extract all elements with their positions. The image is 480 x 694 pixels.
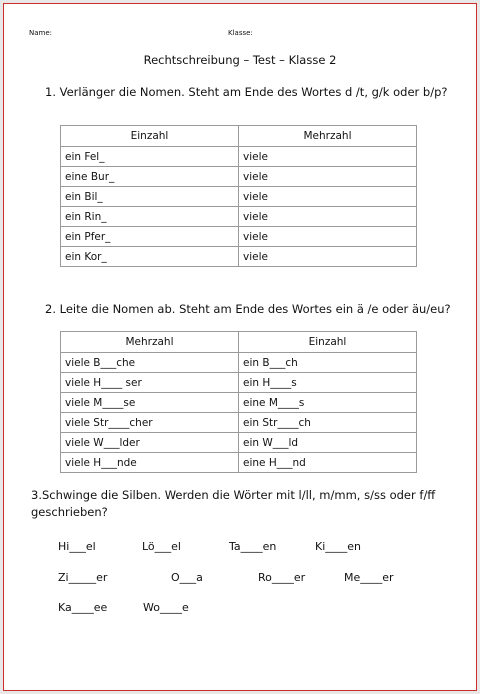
table-header: Einzahl bbox=[239, 332, 417, 353]
table-cell: ein B___ch bbox=[239, 353, 417, 373]
table-row bbox=[61, 453, 417, 473]
task2-prompt: 2. Leite die Nomen ab. Steht am Ende des Wortes ein ä /e oder äu/eu? bbox=[45, 302, 451, 316]
table-row bbox=[61, 227, 417, 247]
table-header: Einzahl bbox=[61, 126, 239, 147]
table-cell: viele bbox=[239, 167, 417, 187]
table-row bbox=[61, 393, 417, 413]
table-row bbox=[61, 373, 417, 393]
table-cell: viele H___nde bbox=[61, 453, 239, 473]
table-cell: viele H____ ser bbox=[61, 373, 239, 393]
syllable-word: Ta____en bbox=[229, 540, 277, 553]
table-header: Mehrzahl bbox=[239, 126, 417, 147]
task2-table bbox=[60, 331, 417, 473]
table-cell: viele bbox=[239, 247, 417, 267]
table-cell: viele B___che bbox=[61, 353, 239, 373]
syllable-word: Me____er bbox=[344, 571, 394, 584]
table-cell: viele bbox=[239, 147, 417, 167]
task1-table bbox=[60, 125, 417, 267]
table-cell: ein Pfer_ bbox=[61, 227, 239, 247]
table-header: Mehrzahl bbox=[61, 332, 239, 353]
name-label: Name: bbox=[29, 29, 53, 37]
table-cell: ein H____s bbox=[239, 373, 417, 393]
table-cell: eine Bur_ bbox=[61, 167, 239, 187]
syllable-word: Hi___el bbox=[58, 540, 96, 553]
table-cell: viele M____se bbox=[61, 393, 239, 413]
table-row bbox=[61, 247, 417, 267]
syllable-word: Ro____er bbox=[258, 571, 306, 584]
klasse-label: Klasse: bbox=[228, 29, 253, 37]
task1-prompt: 1. Verlänger die Nomen. Steht am Ende des Wortes d /t, g/k oder b/p? bbox=[45, 85, 448, 99]
table-cell: viele bbox=[239, 187, 417, 207]
table-cell: viele bbox=[239, 207, 417, 227]
table-cell: viele W___lder bbox=[61, 433, 239, 453]
page-title: Rechtschreibung – Test – Klasse 2 bbox=[143, 53, 337, 67]
table-row bbox=[61, 413, 417, 433]
table-row bbox=[61, 433, 417, 453]
table-cell: eine M____s bbox=[239, 393, 417, 413]
table-cell: ein Str____ch bbox=[239, 413, 417, 433]
table-row bbox=[61, 353, 417, 373]
syllable-word: O___a bbox=[171, 571, 203, 584]
syllable-word: Wo____e bbox=[143, 601, 189, 614]
table-cell: viele bbox=[239, 227, 417, 247]
table-cell: eine H___nd bbox=[239, 453, 417, 473]
table-row bbox=[61, 147, 417, 167]
table-row bbox=[61, 187, 417, 207]
table-cell: ein Kor_ bbox=[61, 247, 239, 267]
table-row bbox=[61, 207, 417, 227]
syllable-word: Zi_____er bbox=[58, 571, 108, 584]
syllable-word: Ka____ee bbox=[58, 601, 108, 614]
table-cell: viele Str____cher bbox=[61, 413, 239, 433]
syllable-word: Ki____en bbox=[315, 540, 362, 553]
task3-prompt: 3.Schwinge die Silben. Werden die Wörter mit l/ll, m/mm, s/ss oder f/ff geschrieben? bbox=[31, 488, 436, 519]
table-cell: ein Rin_ bbox=[61, 207, 239, 227]
table-cell: ein W___ld bbox=[239, 433, 417, 453]
table-cell: ein Bil_ bbox=[61, 187, 239, 207]
table-cell: ein Fel_ bbox=[61, 147, 239, 167]
syllable-word: Lö___el bbox=[142, 540, 181, 553]
table-row bbox=[61, 167, 417, 187]
